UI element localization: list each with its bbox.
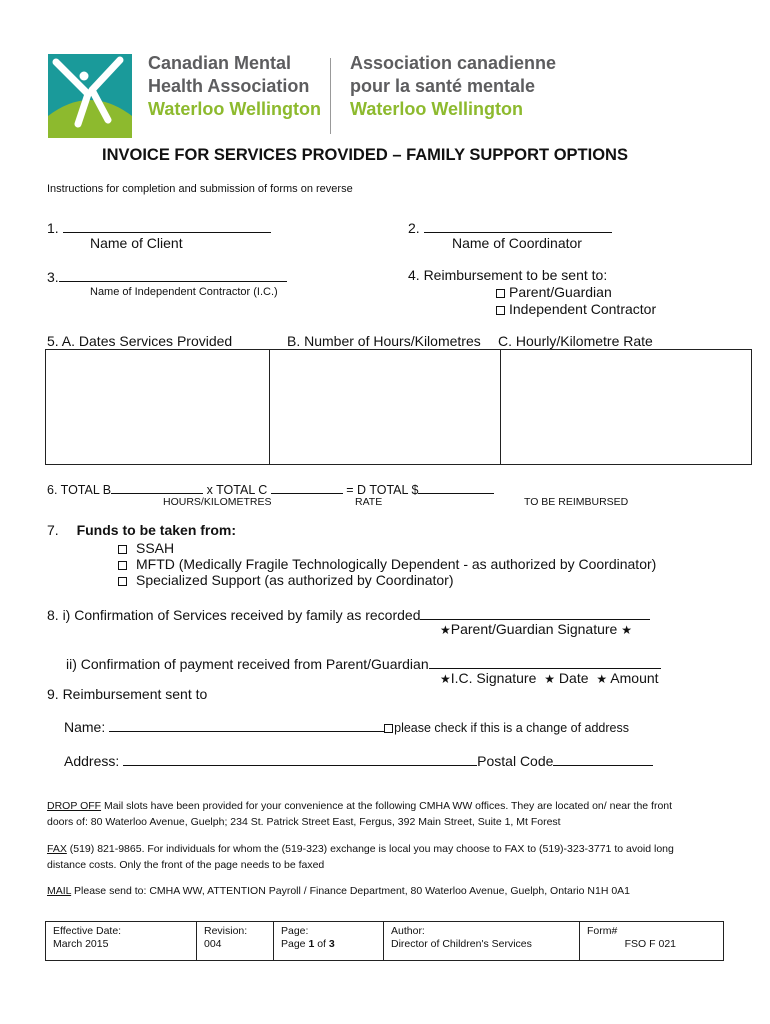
field-3-number: 3. [47, 269, 59, 285]
name-line[interactable] [109, 719, 384, 732]
star-icon: ★ [440, 623, 451, 637]
page-cell: Page: Page 1 of 3 [274, 922, 384, 960]
effective-date-value: March 2015 [53, 938, 109, 950]
checkbox-icon[interactable] [118, 577, 127, 586]
confirmation-services: 8. i) Confirmation of Services received by family as recorded [47, 605, 650, 623]
ic-signature-label: ★I.C. Signature ★ Date ★ Amount [440, 670, 659, 686]
rate-cell[interactable] [501, 350, 751, 464]
form-number-cell: Form# FSO F 021 [580, 922, 723, 960]
author-cell: Author: Director of Children's Services [384, 922, 580, 960]
org-en-line2: Health Association [148, 76, 310, 96]
org-name-french [350, 52, 556, 121]
funds-option-specialized[interactable]: Specialized Support (as authorized by Coordinator) [118, 572, 454, 588]
address-line[interactable] [123, 752, 477, 766]
checkbox-icon[interactable] [118, 545, 127, 554]
total-d-sublabel: TO BE REIMBURSED [524, 496, 629, 508]
contractor-field[interactable] [47, 267, 287, 285]
author-value: Director of Children's Services [391, 938, 532, 950]
field-2-number: 2. [408, 220, 420, 236]
postal-code-line[interactable] [553, 752, 653, 766]
total-d-line[interactable] [418, 481, 494, 494]
address-label: Address: [64, 753, 120, 769]
hours-km-cell[interactable] [270, 350, 501, 464]
address-row [64, 752, 653, 769]
field-1-number: 1. [47, 220, 59, 236]
checkbox-icon[interactable] [384, 724, 393, 733]
cmha-logo [48, 54, 132, 138]
coordinator-label: Name of Coordinator [452, 235, 582, 251]
client-label: Name of Client [90, 235, 183, 251]
totals-row [47, 481, 494, 497]
total-d-label: = D TOTAL $ [346, 483, 419, 497]
org-fr-line1: Association canadienne [350, 53, 557, 73]
option-parent-guardian[interactable]: Parent/Guardian [496, 284, 612, 300]
confirmation-payment: ii) Confirmation of payment received from Parent/Guardian [66, 654, 661, 672]
services-col-b-header: B. Number of Hours/Kilometres [287, 333, 481, 349]
total-b-line[interactable] [111, 481, 203, 494]
contractor-name-line[interactable] [59, 267, 287, 282]
total-b-label: 6. TOTAL B [47, 483, 112, 497]
org-en-line1: Canadian Mental [148, 53, 292, 73]
form-number-value: FSO F 021 [624, 938, 676, 950]
form-info-table [45, 921, 724, 961]
mail-note: MAIL Please send to: CMHA WW, ATTENTION Payroll / Finance Department, 80 Waterloo Avenue, Guelph, Ontario N1H 0A1 [47, 885, 631, 897]
funds-section [47, 522, 236, 538]
coordinator-name-line[interactable] [424, 218, 612, 233]
postal-code-label: Postal Code [477, 753, 554, 769]
star-icon: ★ [596, 672, 608, 686]
dropoff-label: DROP OFF [47, 800, 102, 812]
revision-value: 004 [204, 938, 222, 950]
client-name-line[interactable] [63, 218, 271, 233]
client-field[interactable] [47, 218, 271, 236]
services-col-a-header: 5. A. Dates Services Provided [47, 333, 233, 349]
total-b-sublabel: HOURS/KILOMETRES [163, 496, 272, 508]
effective-date-cell: Effective Date: March 2015 [46, 922, 197, 960]
star-icon: ★ [544, 672, 556, 686]
org-en-line3: Waterloo Wellington [148, 99, 321, 119]
star-icon: ★ [440, 672, 451, 686]
total-c-line[interactable] [271, 481, 343, 494]
instructions-note: Instructions for completion and submission of forms on reverse [47, 183, 353, 195]
checkbox-icon[interactable] [496, 306, 505, 315]
org-name-english [148, 52, 321, 121]
parent-signature-label: ★Parent/Guardian Signature ★ [440, 621, 632, 637]
funds-heading: Funds to be taken from: [76, 522, 237, 538]
change-address-note: please check if this is a change of address [394, 721, 629, 735]
name-label: Name: [64, 719, 106, 735]
option-independent-contractor[interactable]: Independent Contractor [496, 301, 656, 317]
dates-services-cell[interactable] [46, 350, 270, 464]
org-fr-line2: pour la santé mentale [350, 76, 536, 96]
reimbursement-heading: 9. Reimbursement sent to [47, 686, 208, 702]
dropoff-note: DROP OFF Mail slots have been provided for your convenience at the following CMHA WW offices. They are located on/ near the front doors of: 80 Waterloo Avenue, Guelph; 234 St. Patrick Street East, Fergus, 392 Main Street, Suite 1, Mt Forest [47, 800, 673, 828]
fax-label: FAX [47, 843, 67, 855]
services-col-c-header: C. Hourly/Kilometre Rate [498, 333, 653, 349]
fax-note: FAX (519) 821-9865. For individuals for whom the (519-323) exchange is local you may choose to FAX to (519)-323-3771 to avoid long distance costs. Only the front of the page needs to be faxed [47, 843, 674, 871]
funds-number: 7. [47, 522, 59, 538]
contractor-label: Name of Independent Contractor (I.C.) [90, 286, 278, 298]
reimbursement-to-label: 4. Reimbursement to be sent to: [408, 267, 608, 283]
total-c-label: x TOTAL C [206, 483, 268, 497]
page-value: Page 1 of 3 [281, 938, 335, 950]
revision-cell: Revision: 004 [197, 922, 274, 960]
logo-emblem-icon [48, 54, 132, 138]
checkbox-icon[interactable] [496, 289, 505, 298]
services-table [45, 349, 752, 465]
name-row [64, 719, 629, 735]
ic-signature-line[interactable] [429, 654, 661, 669]
org-fr-line3: Waterloo Wellington [350, 99, 523, 119]
mail-label: MAIL [47, 885, 72, 897]
total-c-sublabel: RATE [355, 496, 383, 508]
star-icon: ★ [621, 623, 632, 637]
parent-signature-line[interactable] [420, 605, 650, 620]
coordinator-field[interactable] [408, 218, 612, 236]
funds-option-ssah[interactable]: SSAH [118, 540, 174, 556]
header-divider [330, 58, 331, 134]
checkbox-icon[interactable] [118, 561, 127, 570]
funds-option-mftd[interactable]: MFTD (Medically Fragile Technologically Dependent - as authorized by Coordinator) [118, 556, 656, 572]
page-title: INVOICE FOR SERVICES PROVIDED – FAMILY SUPPORT OPTIONS [102, 146, 628, 164]
